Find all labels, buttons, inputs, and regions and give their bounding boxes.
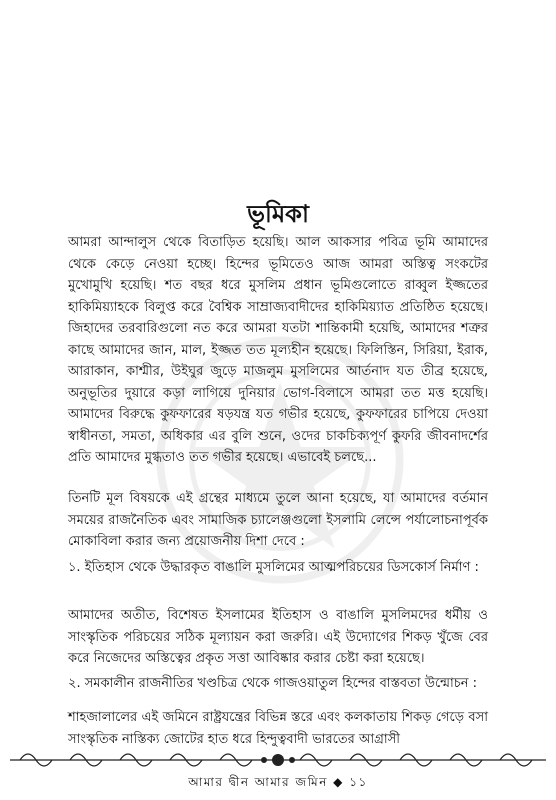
list-item-one-heading: ১. ইতিহাস থেকে উদ্ধারকৃত বাঙালি মুসলিমের আত্মপরিচয়ের ডিসকোর্স নির্মাণ : [68, 560, 479, 575]
paragraph-topics: তিনটি মূল বিষয়কে এই গ্রন্থের মাধ্যমে তুলে আনা হয়েছে, যা আমাদের বর্তমান সময়ের রাজনৈতিক এবং সামাজিক চ্যালেঞ্জগুলো ইসলামি লেন্সে পর্যালোচনাপূর্বক মোকাবিলা করার জন্য প্রয়োজনীয় দিশা দেবে : [68, 491, 488, 549]
paragraph-item-one: আমাদের অতীত, বিশেষত ইসলামের ইতিহাস ও বাঙালি মুসলিমদের ধর্মীয় ও সাংস্কৃতিক পরিচয়ের সঠিক মূল্যায়ন করা জরুরি। এই উদ্যোগের শিকড় খুঁজে বের করে নিজেদের অস্তিত্বের প্রকৃত সত্তা আবিষ্কার করার চেষ্টা করা হয়েছে। [68, 608, 488, 666]
page-title: ভূমিকা [247, 199, 309, 228]
ornamental-border [0, 745, 556, 775]
paragraph-intro: আমরা আন্দালুস থেকে বিতাড়িত হয়েছি। আল আকসার পবিত্র ভূমি আমাদের থেকে কেড়ে নেওয়া হচ্ছে। হিন্দের ভূমিতেও আজ আমরা অস্তিত্ব সংকটের মুখোমুখি হয়েছি। শত বছর ধরে মুসলিম প্রধান ভূমিগুলোতে রাব্বুল ইজ্জতের হাকিমিয়্যাহকে বিলুপ্ত করে বৈশ্বিক সাম্রাজ্যবাদীদের হাকিমিয়্যাত প্রতিষ্ঠিত হয়েছে। জিহাদের তরবারিগুলো নত করে আমরা যতটা শান্তিকামী হয়েছি, আমাদের শত্রুর কাছে আমাদের জান, মাল, ইজ্জত তত মূল্যহীন হয়েছে। ফিলিস্তিন, সিরিয়া, ইরাক, আরাকান, কাশ্মীর, উইঘুর জুড়ে মাজলুম মুসলিমের আর্তনাদ যত তীব্র হয়েছে, অনুভূতির দুয়ারে কড়া লাগিয়ে দুনিয়ার ভোগ-বিলাসে আমরা তত মত্ত হয়েছি। আমাদের বিরুদ্ধে কুফফারের ষড়যন্ত্র যত গভীর হয়েছে, কুফফারের চাপিয়ে দেওয়া স্বাধীনতা, সমতা, অধিকার এর বুলি শুনে, ওদের চাকচিক্যপূর্ণ কুফরি জীবনাদর্শের প্রতি আমাদের মুগ্ধতাও তত গভীর হয়েছে। এভাবেই চলছে... [68, 235, 488, 465]
paragraph-item-two: শাহজালালের এই জমিনে রাষ্ট্রযন্ত্রের বিভিন্ন স্তরে এবং কলকাতায় শিকড় গেড়ে বসা সাংস্কৃতিক নাস্তিক্য জোটের হাত ধরে হিন্দুত্ববাদী ভারতের আগ্রাসী [68, 710, 488, 747]
page-footer: আমার দ্বীন আমার জমিন ◆ ১১ [188, 775, 368, 789]
list-item-two-heading: ২. সমকালীন রাজনীতির খণ্ডচিত্র থেকে গাজওয়াতুল হিন্দের বাস্তবতা উন্মোচন : [68, 676, 478, 691]
